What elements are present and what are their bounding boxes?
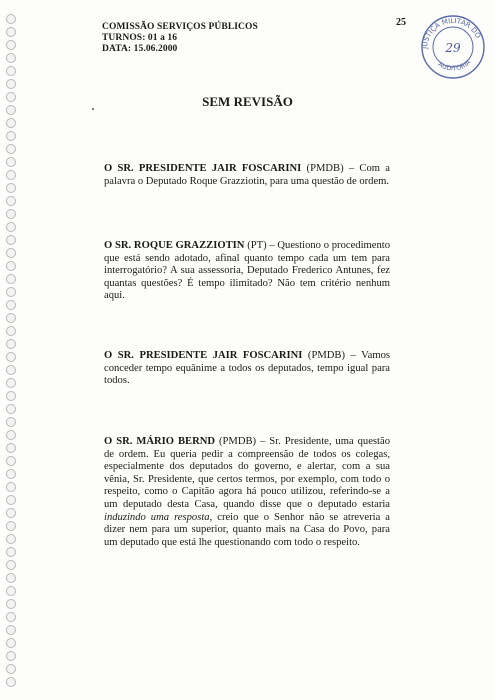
binding-hole <box>6 365 16 375</box>
binding-hole <box>6 352 16 362</box>
page-number: 25 <box>396 17 406 28</box>
stamp-initials: 29 <box>445 41 461 55</box>
binding-hole <box>6 625 16 635</box>
speech-text: – Questiono o procedimento que está sendo adotado, afinal quanto tempo cada um tem para interrogatório? A sua assessoria, Deputado Frederico Antunes, fez quantas questões? É tempo ilimitado? Não tem critério nenhum aqui. <box>104 240 391 302</box>
header-date: DATA: 15.06.2000 <box>102 44 178 54</box>
binding-holes <box>6 14 20 694</box>
binding-hole <box>6 235 16 245</box>
svg-text:AUDITORIA <box>437 58 473 73</box>
binding-hole <box>6 339 16 349</box>
speech-speaker: O SR. MÁRIO BERND <box>104 436 216 447</box>
binding-hole <box>6 14 16 24</box>
header-committee: COMISSÃO SERVIÇOS PÚBLICOS <box>102 22 258 32</box>
binding-hole <box>6 495 16 505</box>
binding-hole <box>6 573 16 583</box>
speech-3 <box>104 350 390 388</box>
binding-hole <box>6 170 16 180</box>
binding-hole <box>6 66 16 76</box>
binding-hole <box>6 131 16 141</box>
binding-hole <box>6 430 16 440</box>
binding-hole <box>6 144 16 154</box>
binding-hole <box>6 391 16 401</box>
binding-hole <box>6 274 16 284</box>
page-title: SEM REVISÃO <box>202 94 293 109</box>
document-header <box>102 22 258 55</box>
binding-hole <box>6 196 16 206</box>
binding-hole <box>6 261 16 271</box>
binding-hole <box>6 287 16 297</box>
speech-2 <box>104 240 390 303</box>
binding-hole <box>6 521 16 531</box>
binding-hole <box>6 248 16 258</box>
speech-text: , creio que o Senhor não se atreveria a dizer nem para um superior, quanto mais na Casa do Povo, para um deputado que está lhe questionando com todo o respeito. <box>104 511 390 548</box>
binding-hole <box>6 118 16 128</box>
speech-speaker: O SR. PRESIDENTE JAIR FOSCARINI <box>104 350 303 361</box>
header-turns: TURNOS: 01 a 16 <box>102 33 178 43</box>
binding-hole <box>6 222 16 232</box>
stamp-top-text: JUSTIÇA MILITAR DO <box>420 16 483 50</box>
binding-hole <box>6 664 16 674</box>
binding-hole <box>6 612 16 622</box>
binding-hole <box>6 534 16 544</box>
binding-hole <box>6 677 16 687</box>
speech-text: – Com a palavra o Deputado Roque Grazziotin, para uma questão de ordem. <box>104 163 390 187</box>
binding-hole <box>6 157 16 167</box>
binding-hole <box>6 417 16 427</box>
binding-hole <box>6 27 16 37</box>
stray-mark <box>92 108 94 110</box>
speech-text: – Sr. Presidente, uma questão de ordem. Eu queria pedir a compreensão de todos os colegas, especialmente dos deputados do governo, e alertar, com a sua vênia, Sr. Presidente, que certos termos, por exemplo, com todo o respeito, como o Capitão agora há pouco utilizou, referindo-se a um deputado desta Casa, quando disse que o deputado estaria <box>104 436 390 510</box>
binding-hole <box>6 560 16 570</box>
binding-hole <box>6 53 16 63</box>
binding-hole <box>6 378 16 388</box>
binding-hole <box>6 326 16 336</box>
binding-hole <box>6 404 16 414</box>
binding-hole <box>6 508 16 518</box>
binding-hole <box>6 482 16 492</box>
binding-hole <box>6 443 16 453</box>
binding-hole <box>6 183 16 193</box>
speech-4 <box>104 436 390 549</box>
binding-hole <box>6 469 16 479</box>
binding-hole <box>6 547 16 557</box>
binding-hole <box>6 651 16 661</box>
binding-hole <box>6 599 16 609</box>
binding-hole <box>6 300 16 310</box>
speech-speaker: O SR. ROQUE GRAZZIOTIN <box>104 240 245 251</box>
binding-hole <box>6 638 16 648</box>
binding-hole <box>6 313 16 323</box>
speech-party: (PMDB) <box>306 163 344 174</box>
binding-hole <box>6 209 16 219</box>
speech-party: (PT) <box>247 240 267 251</box>
binding-hole <box>6 79 16 89</box>
stamp-bottom-text: AUDITORIA <box>436 58 473 73</box>
binding-hole <box>6 40 16 50</box>
speech-party: (PMDB) <box>218 436 257 447</box>
binding-hole <box>6 586 16 596</box>
speech-speaker: O SR. PRESIDENTE JAIR FOSCARINI <box>104 163 302 174</box>
speech-text: – Vamos conceder tempo equânime a todos os deputados, tempo igual para todos. <box>104 350 390 387</box>
seal-stamp <box>418 12 488 82</box>
binding-hole <box>6 456 16 466</box>
speech-1 <box>104 163 390 188</box>
speech-party: (PMDB) <box>307 350 346 361</box>
speech-italic-text: induzindo uma resposta <box>104 511 210 523</box>
